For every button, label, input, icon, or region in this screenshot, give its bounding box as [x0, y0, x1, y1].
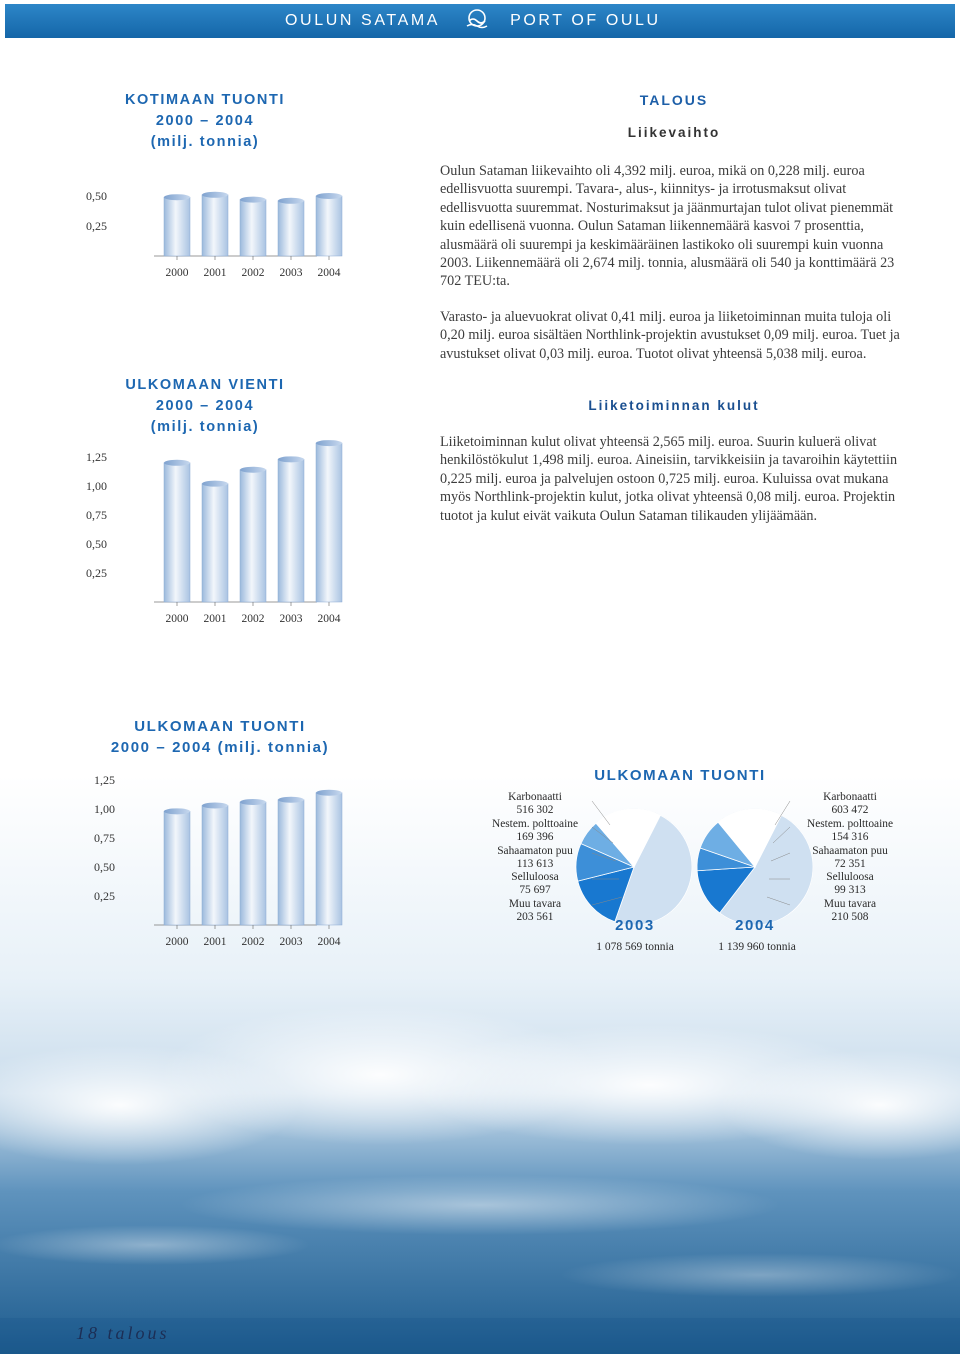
legend-label: Muu tavara: [508, 898, 562, 910]
x-tick-label: 2002: [241, 936, 265, 948]
bar-cap: [240, 197, 266, 203]
bar: [202, 195, 228, 256]
x-tick-label: 2004: [317, 613, 341, 625]
bar-cap: [316, 193, 342, 199]
y-tick-label: 0,75: [86, 508, 107, 522]
x-tick-label: 2004: [317, 267, 341, 279]
chart-ulkomaan-vienti: [55, 425, 341, 625]
page-header: [5, 4, 955, 38]
chart-title-ulkomaan-tuonti-bar: [80, 716, 360, 758]
chart-title-line: (milj. tonnia): [150, 134, 260, 150]
y-tick-label: 0,25: [86, 566, 107, 580]
chart-title-line: 2000 – 2004: [155, 398, 255, 414]
y-tick-label: 1,25: [86, 450, 107, 464]
bar-cap: [202, 481, 228, 487]
chart-title-line: ULKOMAAN VIENTI: [125, 377, 285, 393]
x-tick-label: 2003: [279, 613, 303, 625]
y-tick-label: 0,50: [94, 860, 115, 874]
bar-cap: [278, 456, 304, 462]
paragraph-text: Varasto- ja aluevuokrat olivat 0,41 milj. euroa ja liiketoiminnan muita tuloja oli 0,20 milj. euroa sisältäen Northlink-projektin avustukset 0,09 milj. euroa. Tuet ja avustukset olivat 0,03 milj. euroa. Tuotot olivat yhteensä 5,038 milj. euroa.: [440, 309, 900, 362]
legend-label: Sahaamaton puu: [812, 845, 888, 857]
paragraph-text: Liiketoiminnan kulut olivat yhteensä 2,565 milj. euroa. Suurin kuluerä olivat henkilöstökulut 1,498 milj. euroa. Aineisiin, tarvikkeisiin ja tavaroihin käytettiin 0,225 milj. euroa ja palvelujen ostoon 0,725 milj. euroa. Kuluissa ovat mukana myös Northlink-projektin kulut, jotka olivat yhteensä 0,08 milj. euroa. Projektin tuotot ja kulut eivät vaikuta Oulun Sataman tilikauden ylijäämään.: [440, 434, 898, 524]
section-heading-talous: TALOUS: [639, 92, 709, 108]
legend-value: 203 561: [516, 911, 554, 923]
legend-label: Sahaamaton puu: [497, 845, 573, 857]
paragraph-text: Oulun Sataman liikevaihto oli 4,392 milj. euroa, mikä on 0,228 milj. euroa edellisvuotta suurempi. Tavara-, alus-, kiinnitys- ja irrotusmaksut olivat edellisvuotta suuremmat. Nosturimaksut ja jäänmurtajan tulot olivat pienemmät kuin edellisenä vuonna. Oulun Sataman liikennemäärä kasvoi 7 prosenttia, alusmäärä oli suurempi ja keskimääräinen lastikoko oli suurempi kuin vuonna 2003. Liikennemäärä oli 2,674 milj. tonnia, alusmäärä oli 540 ja konttimäärä 23 702 TEU:ta.: [440, 163, 895, 290]
x-tick-label: 2003: [279, 936, 303, 948]
bar-cap: [278, 198, 304, 204]
bar: [278, 800, 304, 925]
legend-value: 75 697: [519, 884, 551, 896]
page-footer: [0, 1318, 960, 1354]
legend-value: 516 302: [516, 804, 554, 816]
pie-2004-legend: [790, 791, 910, 924]
legend-label: Selluloosa: [826, 871, 874, 883]
bar-cap: [240, 467, 266, 473]
pie-year-2003: 2003: [615, 917, 655, 934]
bar-cap: [240, 799, 266, 805]
y-tick-label: 1,25: [94, 773, 115, 787]
page-number-label: 18 talous: [76, 1323, 170, 1343]
x-tick-label: 2001: [203, 613, 227, 625]
y-tick-label: 0,50: [86, 537, 107, 551]
bar-cap: [202, 803, 228, 809]
chart-title-line: 2000 – 2004: [155, 113, 255, 129]
legend-value: 154 316: [831, 831, 869, 843]
bar: [164, 197, 190, 256]
legend-value: 113 613: [516, 858, 554, 870]
y-tick-label: 0,25: [86, 219, 107, 233]
bar: [164, 463, 190, 602]
bar-cap: [164, 460, 190, 466]
bar: [278, 459, 304, 602]
x-tick-label: 2002: [241, 613, 265, 625]
paragraph-kulut: [440, 433, 908, 525]
y-tick-label: 0,50: [86, 189, 107, 203]
bar: [316, 196, 342, 256]
bar: [202, 484, 228, 602]
y-tick-label: 1,00: [86, 479, 107, 493]
x-tick-label: 2000: [165, 936, 189, 948]
chart-title-line: (milj. tonnia): [150, 419, 260, 435]
bar-cap: [278, 797, 304, 803]
bar: [240, 802, 266, 925]
y-tick-label: 0,75: [94, 831, 115, 845]
chart-title-line: ULKOMAAN TUONTI: [134, 718, 306, 735]
x-tick-label: 2001: [203, 267, 227, 279]
paragraph-liikevaihto: [440, 162, 908, 291]
chart-kotimaan-tuonti: [55, 155, 341, 285]
x-tick-label: 2000: [165, 613, 189, 625]
pie-total-2004: 1 139 960 tonnia: [718, 941, 796, 953]
x-tick-label: 2002: [241, 267, 265, 279]
subheading-liikevaihto: Liikevaihto: [627, 125, 721, 140]
legend-value: 210 508: [831, 911, 869, 923]
legend-label: Nestem. polttoaine: [806, 818, 894, 830]
x-tick-label: 2004: [317, 936, 341, 948]
bar-cap: [202, 192, 228, 198]
legend-value: 99 313: [834, 884, 866, 896]
legend-value: 72 351: [834, 858, 866, 870]
header-right-title: PORT OF OULU: [510, 12, 661, 29]
x-tick-label: 2003: [279, 267, 303, 279]
bar: [240, 200, 266, 256]
pie-total-2003: 1 078 569 tonnia: [596, 941, 674, 953]
chart-title-line: KOTIMAAN TUONTI: [124, 92, 286, 108]
legend-label: Muu tavara: [823, 898, 877, 910]
bar: [202, 806, 228, 925]
chart-title-line: 2000 – 2004 (milj. tonnia): [110, 739, 330, 756]
legend-label: Nestem. polttoaine: [491, 818, 579, 830]
bar-cap: [164, 194, 190, 200]
port-logo-icon: [466, 9, 488, 34]
legend-value: 603 472: [831, 804, 869, 816]
bar: [164, 811, 190, 925]
x-tick-label: 2000: [165, 267, 189, 279]
subheading-kulut: Liiketoiminnan kulut: [588, 398, 760, 413]
bar-cap: [316, 440, 342, 446]
pie-chart-title: ULKOMAAN TUONTI: [594, 767, 766, 784]
chart-title-kotimaan-tuonti: [100, 90, 310, 153]
bar-cap: [164, 808, 190, 814]
bar-cap: [316, 790, 342, 796]
x-tick-label: 2001: [203, 936, 227, 948]
paragraph-vuokrat: [440, 308, 908, 363]
y-tick-label: 1,00: [94, 802, 115, 816]
chart-ulkomaan-tuonti-bar: [55, 765, 341, 960]
legend-label: Karbonaatti: [508, 791, 562, 803]
bar: [278, 201, 304, 256]
pie-year-2004: 2004: [735, 917, 775, 934]
legend-label: Karbonaatti: [823, 791, 877, 803]
legend-value: 169 396: [516, 831, 554, 843]
pie-2003-legend: [470, 791, 600, 924]
bar: [316, 793, 342, 925]
legend-label: Selluloosa: [511, 871, 559, 883]
bar: [240, 470, 266, 602]
header-left-title: OULUN SATAMA: [285, 12, 441, 29]
bar: [316, 443, 342, 602]
y-tick-label: 0,25: [94, 889, 115, 903]
